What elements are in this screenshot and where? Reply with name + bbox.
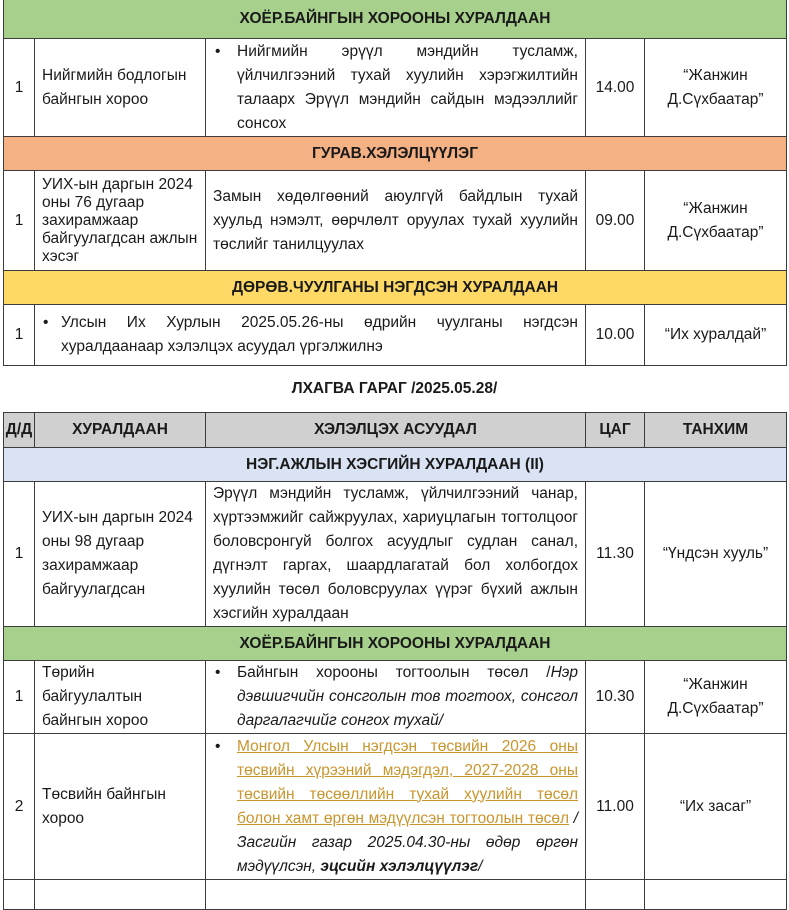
time-cell: 14.00 <box>586 39 645 137</box>
schedule-table-tuesday <box>3 0 787 366</box>
table-row <box>4 171 787 271</box>
room-cell: “Үндсэн хууль” <box>645 482 787 627</box>
section-header-standing-committee: ХОЁР.БАЙНГЫН ХОРООНЫ ХУРАЛДААН <box>4 627 787 661</box>
meeting-name: УИХ-ын даргын 2024 оны 76 дугаар захирамжаар байгуулагдсан ажлын хэсэг <box>35 171 206 271</box>
room-cell: “Их хуралдай” <box>645 305 787 366</box>
row-number: 1 <box>4 171 35 271</box>
column-header-room: ТАНХИМ <box>645 413 787 448</box>
room-cell: “Их засаг” <box>645 734 787 880</box>
section-header-plenary: ДӨРӨВ.ЧУУЛГАНЫ НЭГДСЭН ХУРАЛДААН <box>4 271 787 305</box>
bullet-icon: • <box>215 664 221 681</box>
meeting-name: Төрийн байгуулалтын байнгын хороо <box>35 661 206 734</box>
agenda-cell <box>35 305 586 366</box>
bullet-icon: • <box>43 314 49 331</box>
row-number: 1 <box>4 39 35 137</box>
bullet-icon: • <box>215 737 221 755</box>
meeting-name: УИХ-ын даргын 2024 оны 98 дугаар захирамжаар байгуулагдсан <box>35 482 206 627</box>
agenda-text: Эрүүл мэндийн тусламж, үйлчилгээний чанар, хүртээмжийг сайжруулах, хариуцлагын тогтолцоог боловсронгуй болгох асуудлыг судлан санал, дүгнэлт гаргах, шаардлагатай бол холбогдох хуулийн төсөл боловсруулах үүрэг бүхий ажлын хэсгийн хуралдаан <box>206 482 586 627</box>
section-header-discussion: ГУРАВ.ХЭЛЭЛЦҮҮЛЭГ <box>4 137 787 171</box>
agenda-note: /Засгийн газар 2025.04.30-ны өдөр өргөн мэдүүлсэн, <box>237 809 578 875</box>
budget-bill-link[interactable]: Монгол Улсын нэгдсэн төсвийн 2026 оны төсвийн хүрээний мэдэгдэл, 2027-2028 оны төсвийн төсөөллийн тухай хуулийн төсөл болон хамт өргөн мэдүүлсэн тогтоолын төсөл <box>237 737 578 827</box>
schedule-table-wednesday <box>3 412 787 910</box>
agenda-cell <box>206 39 586 137</box>
room-cell: “Жанжин Д.Сүхбаатар” <box>645 171 787 271</box>
table-row <box>4 305 787 366</box>
table-row <box>4 661 787 734</box>
agenda-text: Нийгмийн эрүүл мэндийн тусламж, үйлчилгээний тухай хуулийн хэрэгжилтийн талаарх Эрүүл мэндийн сайдын мэдээллийг сонсох <box>237 42 578 132</box>
meeting-name: Нийгмийн бодлогын байнгын хороо <box>35 39 206 137</box>
table-row <box>4 39 787 137</box>
agenda-note-end: / <box>478 857 483 875</box>
table-row <box>4 482 787 627</box>
section-header-standing-committee: ХОЁР.БАЙНГЫН ХОРООНЫ ХУРАЛДААН <box>4 0 787 39</box>
meeting-name: Төсвийн байнгын хороо <box>35 734 206 880</box>
agenda-cell <box>206 661 586 734</box>
column-header-topic: ХЭЛЭЛЦЭХ АСУУДАЛ <box>206 413 586 448</box>
table-row <box>4 734 787 880</box>
room-cell: “Жанжин Д.Сүхбаатар” <box>645 661 787 734</box>
time-cell: 09.00 <box>586 171 645 271</box>
agenda-cell <box>206 734 586 880</box>
agenda-text: Замын хөдөлгөөний аюулгүй байдлын тухай хуульд нэмэлт, өөрчлөлт оруулах тухай хуулийн төслийг танилцуулах <box>206 171 586 271</box>
empty-cell <box>4 880 35 910</box>
time-cell: 10.30 <box>586 661 645 734</box>
row-number: 1 <box>4 482 35 627</box>
empty-cell <box>35 880 206 910</box>
row-number: 1 <box>4 661 35 734</box>
agenda-note: Нэр дэвшигчийн сонсголын тов тогтоох, сонсгол даргалагчийг сонгох тухай/ <box>237 664 578 729</box>
empty-cell <box>586 880 645 910</box>
room-cell: “Жанжин Д.Сүхбаатар” <box>645 39 787 137</box>
column-header-number: Д/Д <box>4 413 35 448</box>
row-number: 1 <box>4 305 35 366</box>
row-number: 2 <box>4 734 35 880</box>
time-cell: 11.30 <box>586 482 645 627</box>
table-row <box>4 880 787 910</box>
time-cell: 10.00 <box>586 305 645 366</box>
time-cell: 11.00 <box>586 734 645 880</box>
agenda-text: Улсын Их Хурлын 2025.05.26-ны өдрийн чуулганы нэгдсэн хуралдаанаар хэлэлцэх асуудал үргэлжилнэ <box>61 314 578 355</box>
empty-cell <box>206 880 586 910</box>
bullet-icon: • <box>215 42 221 60</box>
section-header-working-group: НЭГ.АЖЛЫН ХЭСГИЙН ХУРАЛДААН (II) <box>4 448 787 482</box>
empty-cell <box>645 880 787 910</box>
day-heading: ЛХАГВА ГАРАГ /2025.05.28/ <box>291 380 498 397</box>
agenda-note-emphasis: эцсийн хэлэлцүүлэг <box>320 857 479 875</box>
agenda-text: Байнгын хорооны тогтоолын төсөл / <box>237 664 551 681</box>
column-header-time: ЦАГ <box>586 413 645 448</box>
column-header-meeting: ХУРАЛДААН <box>35 413 206 448</box>
